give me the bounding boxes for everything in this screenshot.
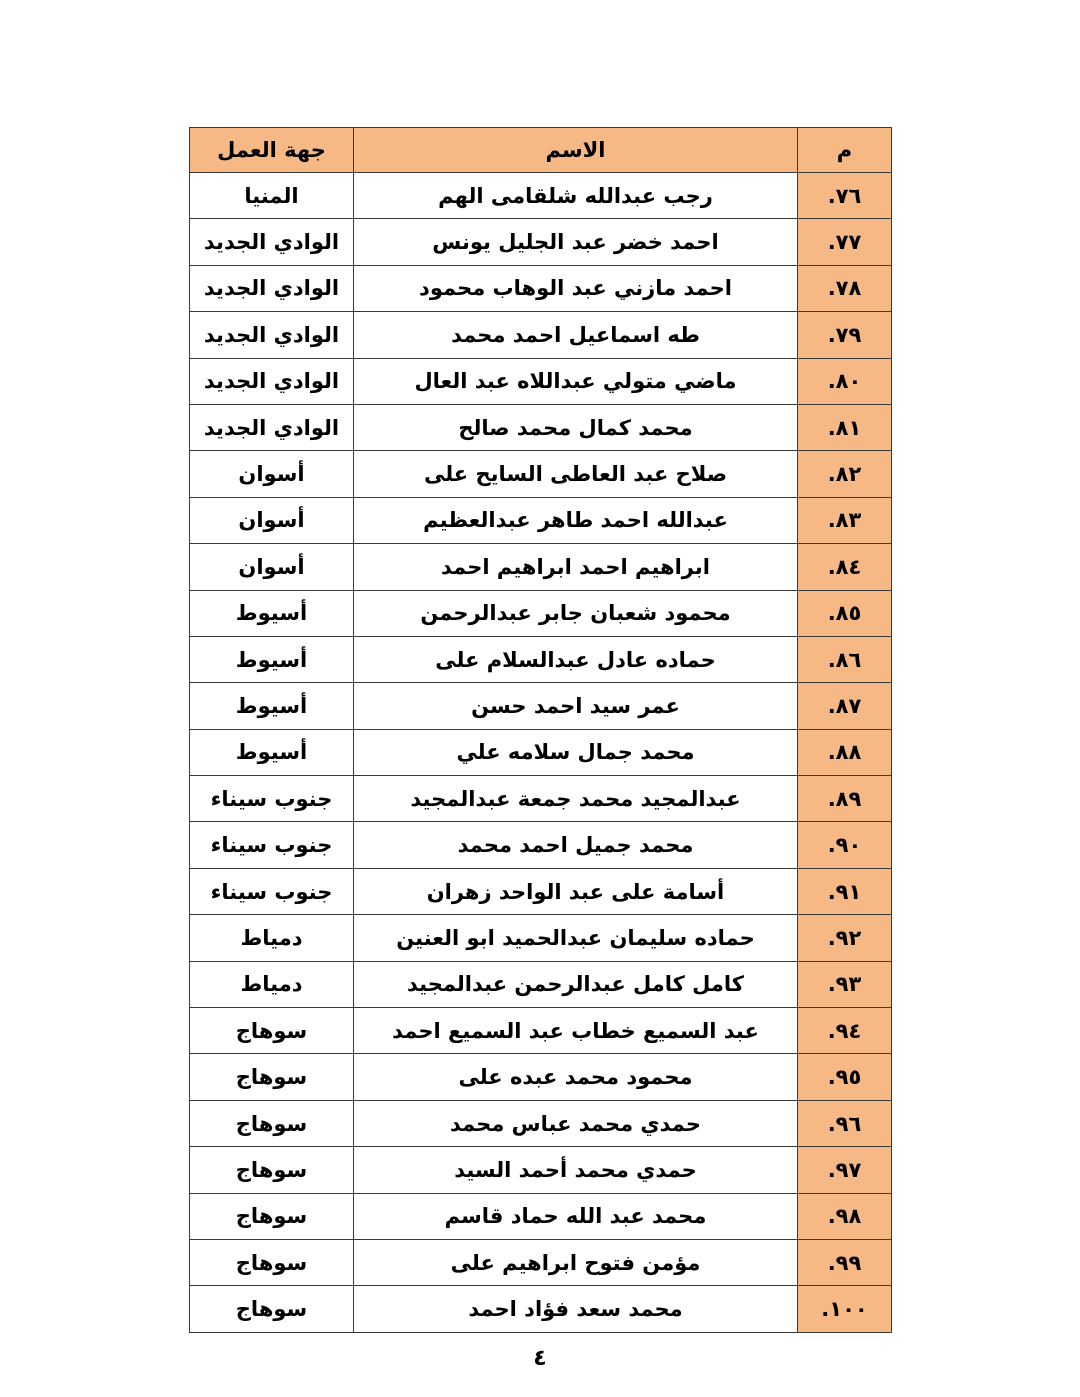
row-name: محمد كمال محمد صالح	[354, 404, 798, 450]
row-name: محمد سعد فؤاد احمد	[354, 1286, 798, 1332]
row-name: محمد عبد الله حماد قاسم	[354, 1193, 798, 1239]
header-workplace: جهة العمل	[190, 128, 354, 173]
row-number: ٩٢.	[798, 915, 892, 961]
table-row	[190, 961, 892, 1007]
table-row	[190, 1193, 892, 1239]
table-row	[190, 544, 892, 590]
row-name: محمد جمال سلامه علي	[354, 729, 798, 775]
table-row	[190, 358, 892, 404]
row-name: مؤمن فتوح ابراهيم على	[354, 1239, 798, 1285]
row-name: أسامة على عبد الواحد زهران	[354, 868, 798, 914]
row-number: ٩٩.	[798, 1239, 892, 1285]
table-row	[190, 1008, 892, 1054]
row-workplace: الوادي الجديد	[190, 404, 354, 450]
table-row	[190, 822, 892, 868]
row-workplace: أسوان	[190, 451, 354, 497]
row-name: احمد مازني عبد الوهاب محمود	[354, 265, 798, 311]
row-name: رجب عبدالله شلقامى الهم	[354, 173, 798, 219]
row-workplace: أسوان	[190, 544, 354, 590]
row-workplace: سوهاج	[190, 1239, 354, 1285]
row-number: ٨٢.	[798, 451, 892, 497]
table-row	[190, 776, 892, 822]
row-number: ٩٣.	[798, 961, 892, 1007]
row-workplace: الوادي الجديد	[190, 358, 354, 404]
table-row	[190, 173, 892, 219]
table-row	[190, 219, 892, 265]
row-number: ٩٤.	[798, 1008, 892, 1054]
row-number: ١٠٠.	[798, 1286, 892, 1332]
row-name: حماده عادل عبدالسلام على	[354, 636, 798, 682]
row-name: ماضي متولي عبداللاه عبد العال	[354, 358, 798, 404]
table-row	[190, 404, 892, 450]
table-row	[190, 683, 892, 729]
table-row	[190, 1239, 892, 1285]
table-row	[190, 868, 892, 914]
table-row	[190, 729, 892, 775]
row-number: ٨٨.	[798, 729, 892, 775]
row-number: ٧٧.	[798, 219, 892, 265]
row-number: ٩٠.	[798, 822, 892, 868]
row-name: احمد خضر عبد الجليل يونس	[354, 219, 798, 265]
header-name: الاسم	[354, 128, 798, 173]
row-number: ٨٣.	[798, 497, 892, 543]
table-row	[190, 312, 892, 358]
table-header	[190, 128, 892, 173]
row-number: ٨٩.	[798, 776, 892, 822]
row-workplace: أسوان	[190, 497, 354, 543]
row-workplace: الوادي الجديد	[190, 312, 354, 358]
row-workplace: الوادي الجديد	[190, 265, 354, 311]
row-workplace: سوهاج	[190, 1054, 354, 1100]
row-number: ٩٨.	[798, 1193, 892, 1239]
row-name: ابراهيم احمد ابراهيم احمد	[354, 544, 798, 590]
row-workplace: جنوب سيناء	[190, 868, 354, 914]
table-row	[190, 636, 892, 682]
row-workplace: أسيوط	[190, 683, 354, 729]
table-row	[190, 1286, 892, 1332]
row-name: طه اسماعيل احمد محمد	[354, 312, 798, 358]
row-workplace: أسيوط	[190, 729, 354, 775]
roster-table	[189, 127, 892, 1333]
row-workplace: جنوب سيناء	[190, 776, 354, 822]
page-number: ٤	[533, 1346, 547, 1371]
table-row	[190, 590, 892, 636]
table-row	[190, 497, 892, 543]
header-num: م	[798, 128, 892, 173]
row-number: ٨٤.	[798, 544, 892, 590]
row-number: ٧٩.	[798, 312, 892, 358]
row-number: ٩٥.	[798, 1054, 892, 1100]
row-workplace: سوهاج	[190, 1286, 354, 1332]
row-workplace: سوهاج	[190, 1193, 354, 1239]
row-number: ٨٠.	[798, 358, 892, 404]
row-number: ٨٦.	[798, 636, 892, 682]
table-row	[190, 451, 892, 497]
table-row	[190, 1054, 892, 1100]
row-workplace: المنيا	[190, 173, 354, 219]
row-workplace: جنوب سيناء	[190, 822, 354, 868]
row-workplace: أسيوط	[190, 636, 354, 682]
row-name: كامل كامل عبدالرحمن عبدالمجيد	[354, 961, 798, 1007]
row-workplace: سوهاج	[190, 1008, 354, 1054]
header-row	[190, 128, 892, 173]
row-name: محمود شعبان جابر عبدالرحمن	[354, 590, 798, 636]
row-name: عبدالله احمد طاهر عبدالعظيم	[354, 497, 798, 543]
row-workplace: دمياط	[190, 961, 354, 1007]
row-name: محمد جميل احمد محمد	[354, 822, 798, 868]
row-workplace: سوهاج	[190, 1147, 354, 1193]
row-name: عبدالمجيد محمد جمعة عبدالمجيد	[354, 776, 798, 822]
row-name: حمدي محمد أحمد السيد	[354, 1147, 798, 1193]
table-row	[190, 1100, 892, 1146]
row-number: ٧٨.	[798, 265, 892, 311]
row-name: عبد السميع خطاب عبد السميع احمد	[354, 1008, 798, 1054]
row-number: ٩٧.	[798, 1147, 892, 1193]
row-number: ٩١.	[798, 868, 892, 914]
row-number: ٧٦.	[798, 173, 892, 219]
table-row	[190, 265, 892, 311]
row-workplace: أسيوط	[190, 590, 354, 636]
row-name: حمدي محمد عباس محمد	[354, 1100, 798, 1146]
row-number: ٨٥.	[798, 590, 892, 636]
row-number: ٩٦.	[798, 1100, 892, 1146]
table-row	[190, 1147, 892, 1193]
row-name: عمر سيد احمد حسن	[354, 683, 798, 729]
row-name: صلاح عبد العاطى السايح على	[354, 451, 798, 497]
row-number: ٨٧.	[798, 683, 892, 729]
row-workplace: الوادي الجديد	[190, 219, 354, 265]
row-name: حماده سليمان عبدالحميد ابو العنين	[354, 915, 798, 961]
table-row	[190, 915, 892, 961]
row-number: ٨١.	[798, 404, 892, 450]
table-body	[190, 173, 892, 1333]
row-workplace: سوهاج	[190, 1100, 354, 1146]
row-name: محمود محمد عبده على	[354, 1054, 798, 1100]
row-workplace: دمياط	[190, 915, 354, 961]
